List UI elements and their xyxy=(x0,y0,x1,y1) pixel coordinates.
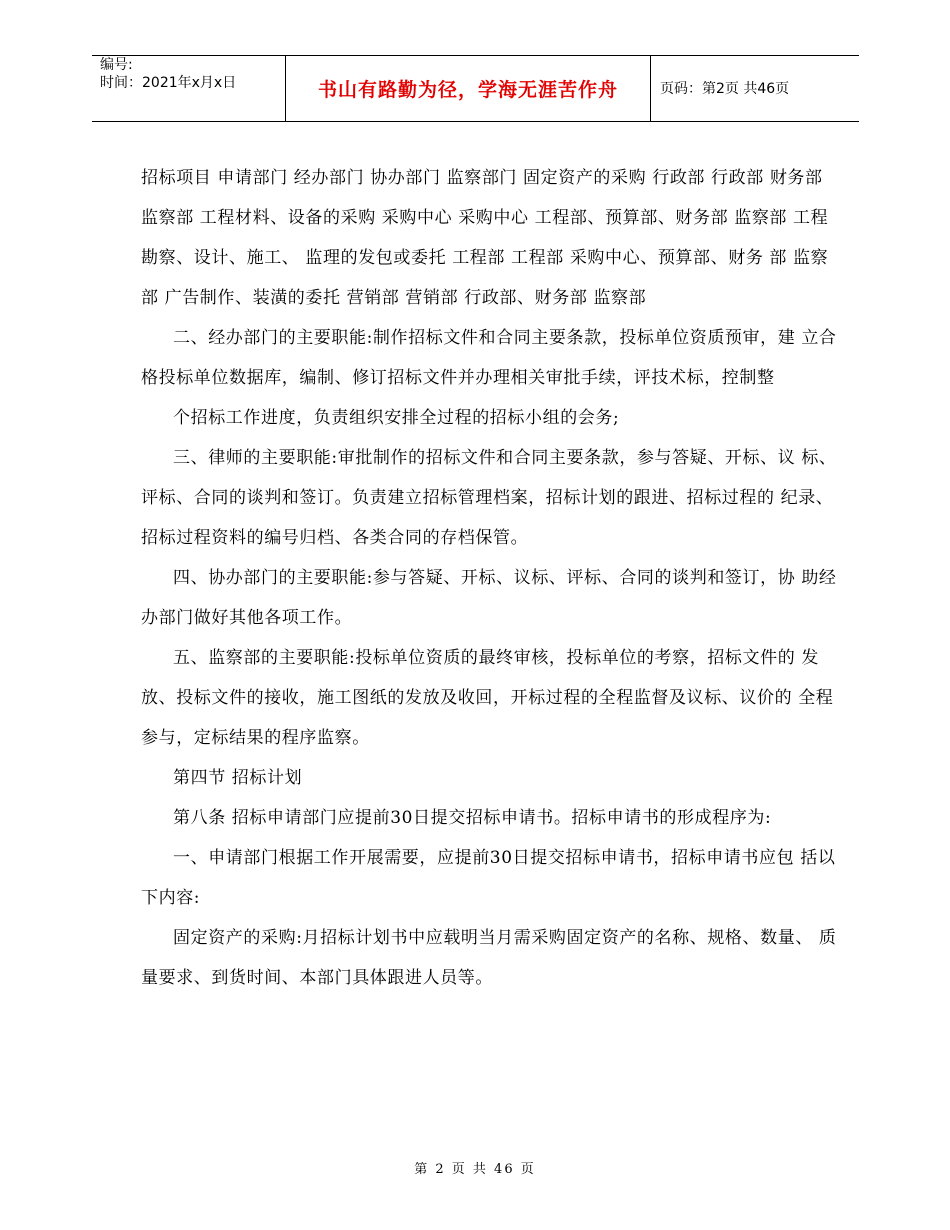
section-heading: 第四节 招标计划 xyxy=(173,768,303,788)
header-meta xyxy=(100,56,236,92)
header-page-info: 页码：第2页 共46页 xyxy=(660,81,790,97)
header-divider-right xyxy=(650,55,651,121)
body-paragraph-assisting-dept: 四、协办部门的主要职能:参与答疑、开标、议标、评标、合同的谈判和签订，协 助经办部门做好其他各项工作。 xyxy=(141,568,837,628)
page-footer: 第 2 页 共 46 页 xyxy=(414,1162,536,1177)
document-body xyxy=(141,158,841,998)
body-paragraph-lawyer: 三、律师的主要职能:审批制作的招标文件和合同主要条款，参与答疑、开标、议 标、评标、合同的谈判和签订。负责建立招标管理档案，招标计划的跟进、招标过程的 纪录、招标过程资料的编号归档、各类合同的存档保管。 xyxy=(141,448,837,548)
body-paragraph-supervision-dept: 五、监察部的主要职能:投标单位资质的最终审核，投标单位的考察，招标文件的 发放、投标文件的接收，施工图纸的发放及收回，开标过程的全程监督及议标、议价的 全程参与，定标结果的程序监察。 xyxy=(141,648,834,748)
header-motto: 书山有路勤为径，学海无涯苦作舟 xyxy=(317,78,618,101)
body-paragraph-handling-dept-cont: 个招标工作进度，负责组织安排全过程的招标小组的会务; xyxy=(173,408,620,428)
document-number-label: 编号: xyxy=(100,57,133,73)
body-paragraph-fixed-assets: 固定资产的采购:月招标计划书中应载明当月需采购固定资产的名称、规格、数量、 质量要求、到货时间、本部门具体跟进人员等。 xyxy=(141,928,837,988)
document-time-label: 时间：2021年x月x日 xyxy=(100,75,237,91)
header-bottom-rule xyxy=(92,121,859,122)
body-paragraph-application: 一、申请部门根据工作开展需要，应提前30日提交招标申请书，招标申请书应包 括以下内容: xyxy=(141,848,836,908)
body-paragraph-handling-dept: 二、经办部门的主要职能:制作招标文件和合同主要条款，投标单位资质预审，建 立合格投标单位数据库，编制、修订招标文件并办理相关审批手续，评技术标，控制整 xyxy=(141,328,837,388)
body-paragraph-article-8: 第八条 招标申请部门应提前30日提交招标申请书。招标申请书的形成程序为: xyxy=(173,808,772,828)
body-paragraph-departments: 招标项目 申请部门 经办部门 协办部门 监察部门 固定资产的采购 行政部 行政部 财务部 监察部 工程材料、设备的采购 采购中心 采购中心 工程部、预算部、财务部 监察部 工程勘察、设计、施工、 监理的发包或委托 工程部 工程部 采购中心、预算部、财务 部 监察部 广告制作、装潢的委托 营销部 营销部 行政部、财务部 监察部 xyxy=(141,168,829,308)
